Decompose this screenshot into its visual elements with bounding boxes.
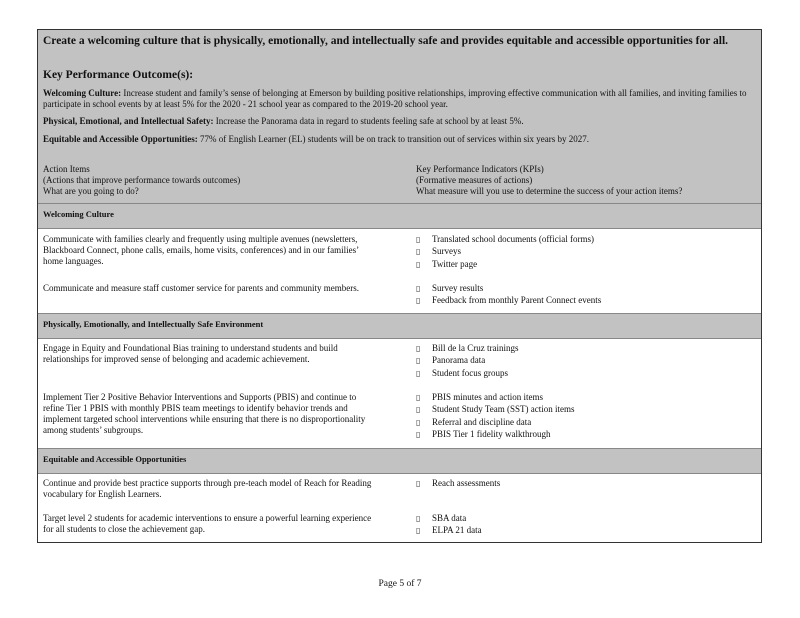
kpi-list	[416, 283, 746, 308]
section-header-safety	[38, 313, 761, 339]
goal-table	[37, 29, 762, 543]
action-item: Continue and provide best practice supports through pre-teach model of Reach for Reading vocabulary for English Learners.	[43, 478, 372, 499]
column-question: What measure will you use to determine the success of your action items?	[416, 186, 683, 196]
section-header-welcoming	[38, 203, 761, 229]
kpi-item: ▯ Student Study Team (SST) action items	[416, 404, 746, 416]
kpi-item: ▯ PBIS Tier 1 fidelity walkthrough	[416, 429, 746, 441]
action-items-header	[43, 164, 383, 197]
outcome-label: Welcoming Culture:	[43, 88, 122, 98]
kpi-item: ▯ Translated school documents (official forms)	[416, 234, 746, 246]
outcome-safety	[43, 116, 755, 127]
kpi-header	[416, 164, 756, 197]
kpo-heading: Key Performance Outcome(s):	[43, 69, 194, 81]
column-subtitle: (Formative measures of actions)	[416, 175, 533, 185]
kpi-item: ▯ Bill de la Cruz trainings	[416, 343, 746, 355]
kpi-list	[416, 513, 746, 538]
vision-statement: Create a welcoming culture that is physically, emotionally, and intellectually safe and provides equitable and accessible opportunities for all.	[43, 35, 729, 47]
kpi-item: ▯ PBIS minutes and action items	[416, 392, 746, 404]
kpi-list	[416, 478, 746, 490]
outcome-text: Increase student and family’s sense of belonging at Emerson by building positive relationships, improving effective communication with all families, and inviting families to participate in school events by at least 5% for the 2020 - 21 school year as compared to the 2019-20 school year.	[43, 88, 747, 109]
outcome-welcoming	[43, 88, 755, 110]
page-number: Page 5 of 7	[378, 579, 422, 589]
kpi-item: ▯ Student focus groups	[416, 368, 746, 380]
kpi-list	[416, 234, 746, 271]
outcome-label: Equitable and Accessible Opportunities:	[43, 134, 198, 144]
kpi-list	[416, 392, 746, 441]
section-title: Equitable and Accessible Opportunities	[43, 454, 187, 464]
goal-header	[38, 30, 761, 204]
section-header-equity	[38, 448, 761, 474]
outcome-equity	[43, 134, 755, 145]
section-title: Physically, Emotionally, and Intellectually Safe Environment	[43, 319, 264, 329]
kpi-item: ▯ Twitter page	[416, 259, 746, 271]
outcome-label: Physical, Emotional, and Intellectual Safety:	[43, 116, 214, 126]
column-subtitle: (Actions that improve performance towards outcomes)	[43, 175, 241, 185]
kpi-item: ▯ Surveys	[416, 246, 746, 258]
kpi-item: ▯ Feedback from monthly Parent Connect events	[416, 295, 746, 307]
kpi-item: ▯ Panorama data	[416, 355, 746, 367]
kpi-item: ▯ Referral and discipline data	[416, 417, 746, 429]
kpi-item: ▯ Survey results	[416, 283, 746, 295]
column-question: What are you going to do?	[43, 186, 139, 196]
section-title: Welcoming Culture	[43, 209, 114, 219]
kpi-item: ▯ Reach assessments	[416, 478, 746, 490]
action-item: Implement Tier 2 Positive Behavior Interventions and Supports (PBIS) and continue to refine Tier 1 PBIS with monthly PBIS team meetings to identify behavior trends and implement targeted school interventions while ensuring that there is no disproportionality among students’ subgroups.	[43, 392, 366, 435]
column-title: Action Items	[43, 164, 90, 174]
kpi-list	[416, 343, 746, 380]
action-item: Target level 2 students for academic interventions to ensure a powerful learning experience for all students to close the achievement gap.	[43, 513, 372, 534]
column-title: Key Performance Indicators (KPIs)	[416, 164, 544, 174]
outcome-text: Increase the Panorama data in regard to students feeling safe at school by at least 5%.	[215, 116, 524, 126]
action-item: Communicate and measure staff customer service for parents and community members.	[43, 283, 359, 293]
action-item: Engage in Equity and Foundational Bias training to understand students and build relationships for improved sense of belonging and academic achievement.	[43, 343, 338, 364]
kpi-item: ▯ ELPA 21 data	[416, 525, 746, 537]
kpi-item: ▯ SBA data	[416, 513, 746, 525]
action-item: Communicate with families clearly and frequently using multiple avenues (newsletters, Blackboard Connect, phone calls, emails, home visits, conferences) and in our families’ home languages.	[43, 234, 359, 266]
outcome-text: 77% of English Learner (EL) students will be on track to transition out of services within six years by 2027.	[200, 134, 589, 144]
